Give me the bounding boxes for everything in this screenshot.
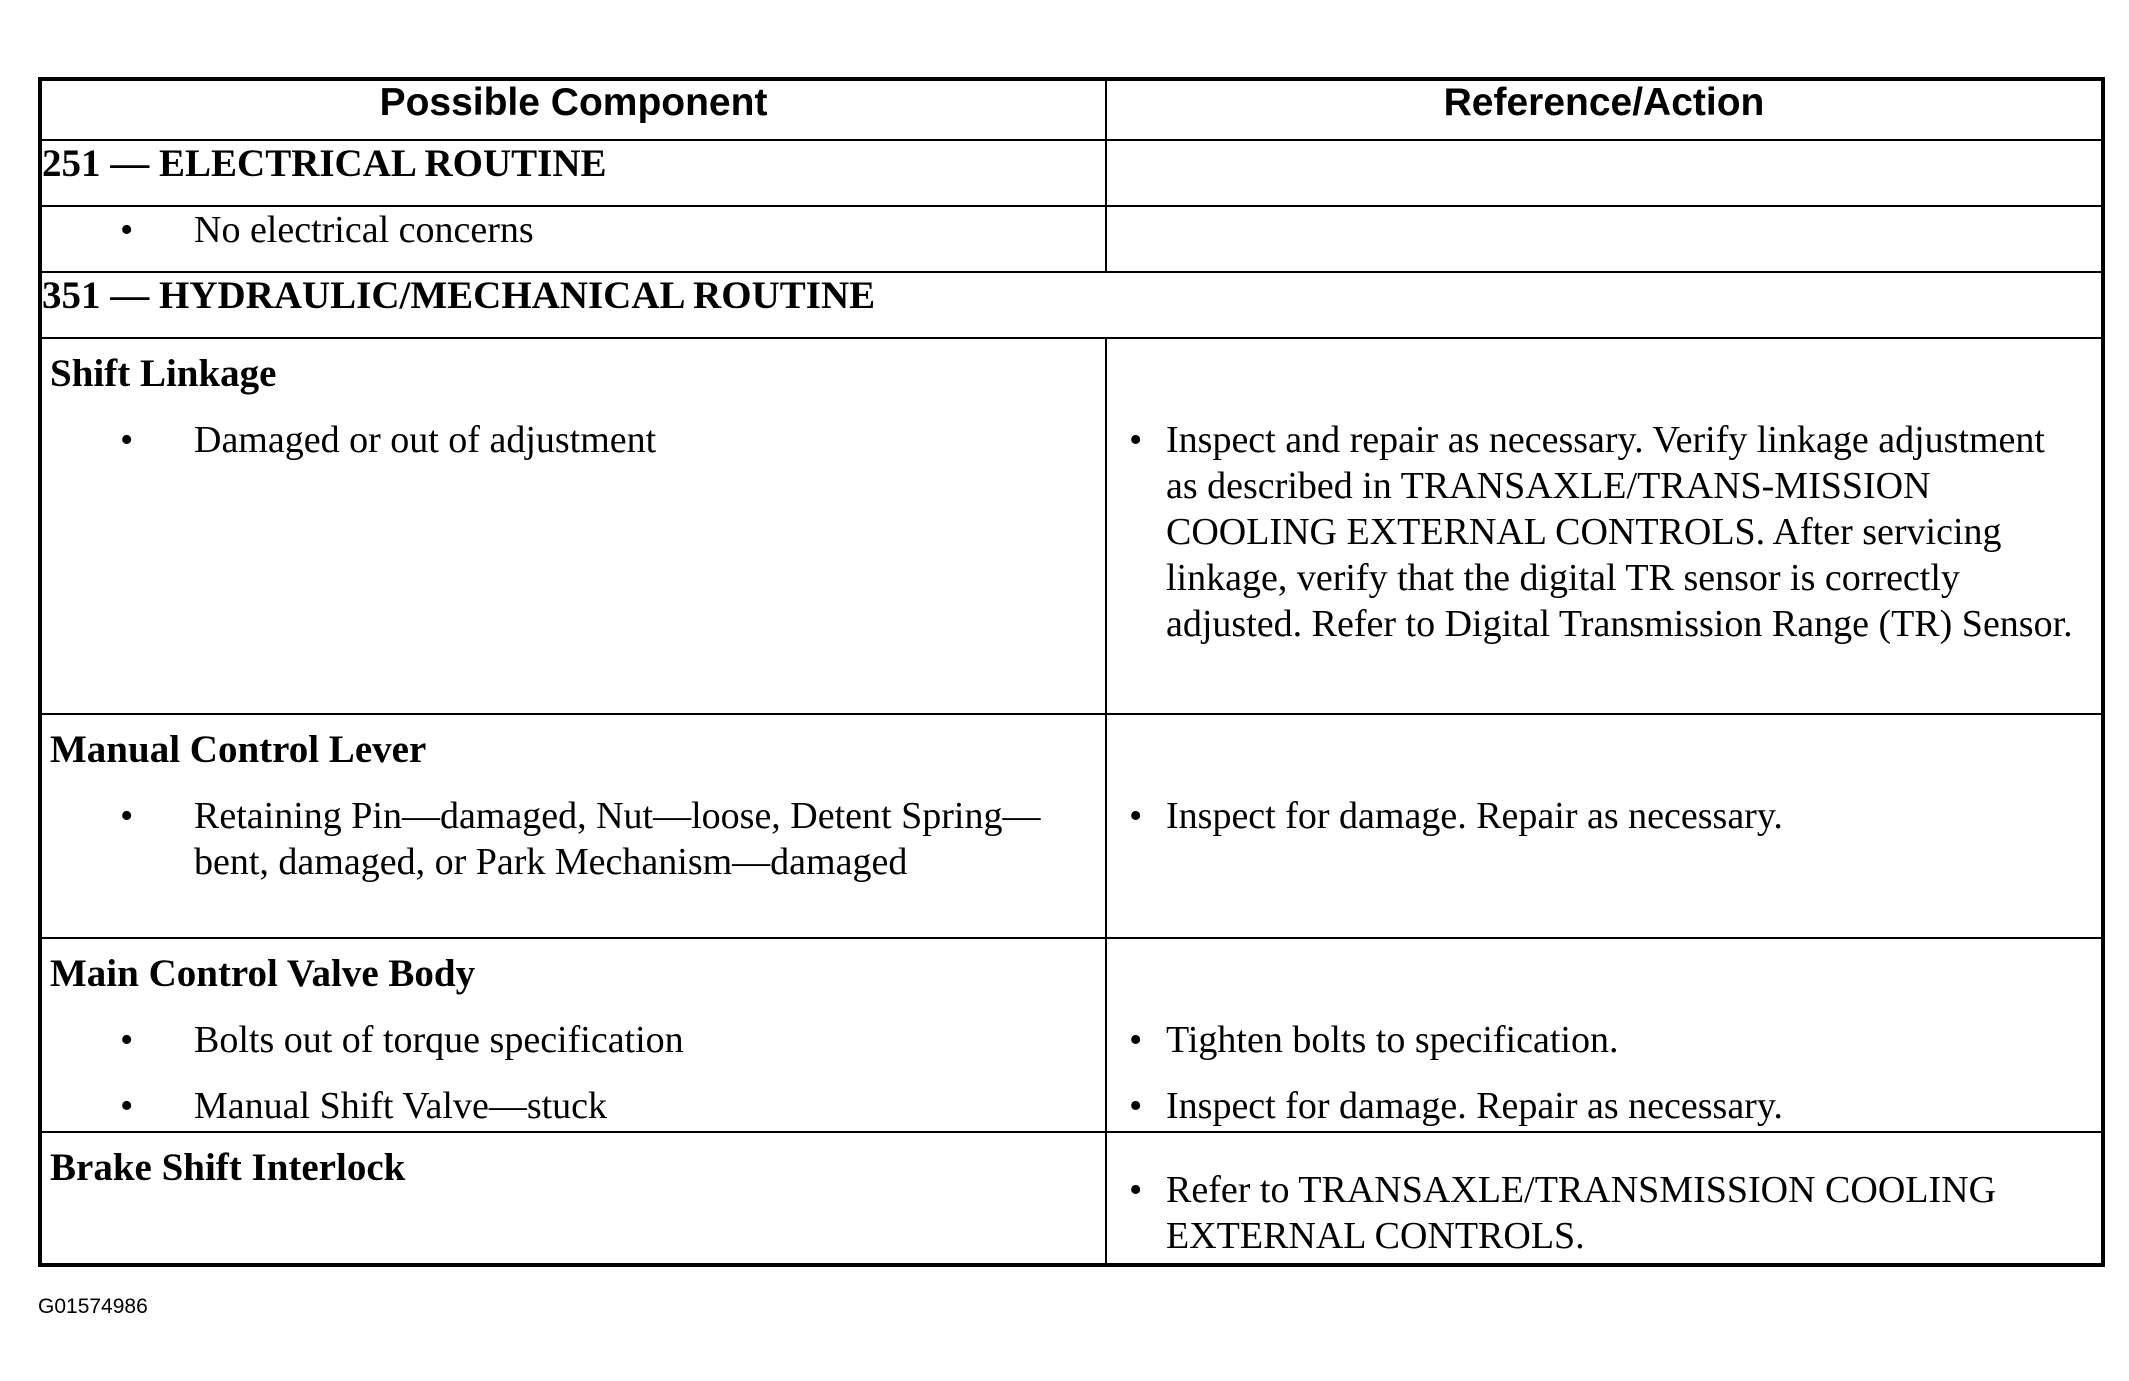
- action-cell: [1106, 714, 2103, 938]
- section-row-electrical: [40, 140, 2103, 206]
- header-reference-action: Reference/Action: [1106, 79, 2103, 140]
- bullet-text: Inspect and repair as necessary. Verify linkage adjustment as described in TRANSAXLE/TRANS-MISSION COOLING EXTERNAL CONTROLS. After servicing linkage, verify that the digital TR sensor is correctly adjusted. Refer to Digital Transmission Range (TR) Sensor.: [1166, 419, 2073, 645]
- table-row-no-electrical: [40, 206, 2103, 272]
- action-cell: [1106, 338, 2103, 714]
- bullet-icon: •: [120, 1019, 134, 1061]
- bullet-icon: •: [120, 419, 134, 461]
- bullet-text: Bolts out of torque specification: [194, 1019, 684, 1061]
- bullet-text: Damaged or out of adjustment: [194, 419, 657, 461]
- header-possible-component: Possible Component: [40, 79, 1106, 140]
- bullet-icon: •: [120, 1085, 134, 1127]
- group-row-shift-linkage: [40, 338, 2103, 714]
- bullet-item: [42, 207, 1105, 253]
- bullet-item: [42, 1017, 1105, 1063]
- bullet-text: No electrical concerns: [194, 209, 534, 251]
- bullet-icon: •: [1129, 1085, 1143, 1127]
- group-title: Shift Linkage: [50, 352, 277, 395]
- bullet-item: [1107, 1017, 2101, 1063]
- section-title-electrical: 251 — ELECTRICAL ROUTINE: [40, 140, 1106, 206]
- group-row-brake-shift-interlock: [40, 1132, 2103, 1265]
- diagnostic-table: [38, 77, 2105, 1267]
- group-title: Main Control Valve Body: [50, 952, 476, 995]
- bullet-icon: •: [1129, 419, 1143, 461]
- group-title: Manual Control Lever: [50, 728, 427, 771]
- section-title-hydraulic: 351 — HYDRAULIC/MECHANICAL ROUTINE: [40, 272, 2103, 338]
- group-title: Brake Shift Interlock: [50, 1146, 406, 1189]
- component-cell: [40, 938, 1106, 1132]
- bullet-icon: •: [1129, 1019, 1143, 1061]
- action-cell: [1106, 938, 2103, 1132]
- figure-id: G01574986: [38, 1295, 148, 1318]
- bullet-item: [1107, 1167, 2101, 1259]
- bullet-item: [1107, 417, 2101, 647]
- empty-cell: [1106, 140, 2103, 206]
- bullet-item: [1107, 793, 2101, 839]
- component-cell: [40, 338, 1106, 714]
- bullet-icon: •: [1129, 795, 1143, 837]
- bullet-icon: •: [1129, 1169, 1143, 1211]
- action-cell: [1106, 1132, 2103, 1265]
- component-cell: [40, 206, 1106, 272]
- bullet-text: Refer to TRANSAXLE/TRANSMISSION COOLING EXTERNAL CONTROLS.: [1166, 1169, 1997, 1257]
- bullet-text: Retaining Pin—damaged, Nut—loose, Detent Spring—bent, damaged, or Park Mechanism—damaged: [194, 795, 1041, 883]
- group-row-manual-control-lever: [40, 714, 2103, 938]
- bullet-text: Manual Shift Valve—stuck: [194, 1085, 608, 1127]
- component-cell: [40, 714, 1106, 938]
- bullet-text: Inspect for damage. Repair as necessary.: [1166, 795, 1783, 837]
- bullet-icon: •: [120, 795, 134, 837]
- header-row: [40, 79, 2103, 140]
- bullet-text: Tighten bolts to specification.: [1166, 1019, 1619, 1061]
- bullet-item: [42, 1083, 1105, 1129]
- bullet-item: [1107, 1083, 2101, 1129]
- bullet-item: [42, 793, 1105, 885]
- component-cell: [40, 1132, 1106, 1265]
- empty-cell: [1106, 206, 2103, 272]
- bullet-text: Inspect for damage. Repair as necessary.: [1166, 1085, 1783, 1127]
- group-row-main-control-valve-body: [40, 938, 2103, 1132]
- bullet-item: [42, 417, 1105, 463]
- section-row-hydraulic: [40, 272, 2103, 338]
- bullet-icon: •: [120, 209, 134, 251]
